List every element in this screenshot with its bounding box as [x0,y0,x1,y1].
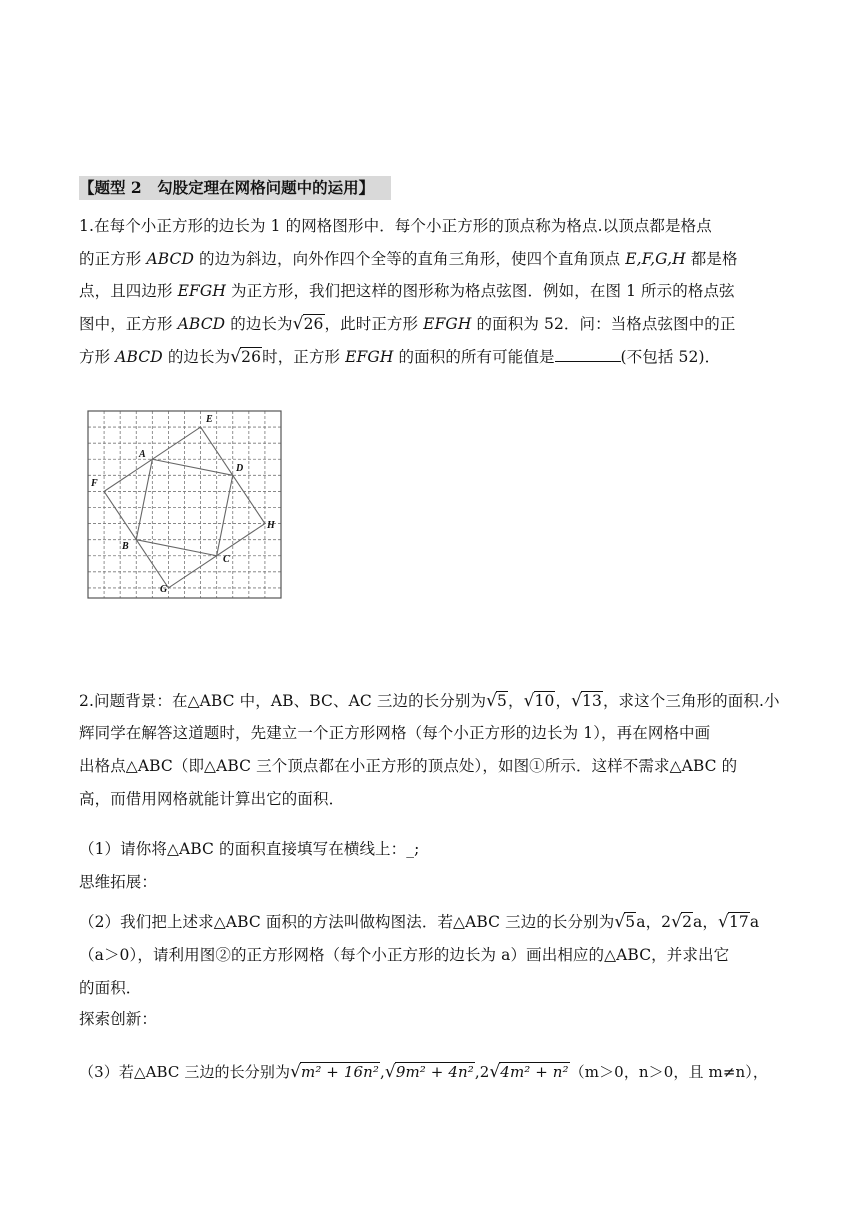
q1-text: (不包括 52)． [620,348,721,366]
section-heading: 【题型 2 勾股定理在网格问题中的运用】 [79,176,391,200]
q1-text: 1.在每个小正方形的边长为 1 的网格图形中．每个小正方形的顶点称为格点.以顶点都是格点 [79,217,712,235]
q1-text: 图中，正方形 [79,315,178,333]
q2-line-4: 高，而借用网格就能计算出它的面积． [79,790,345,808]
q1-text: 点，且四边形 [79,282,178,300]
q1-text: 时，正方形 [262,348,346,366]
sqrt-expression: √5 [614,912,636,932]
sqrt-expression: √4m² + n² [489,1062,569,1082]
q2-line-6: 思维拓展： [79,873,158,891]
q1-math: EFGH [423,315,472,333]
vertex-label-h: H [267,520,275,531]
q1-text: 为正方形，我们把这样的图形称为格点弦图．例如，在图 1 所示的格点弦 [226,282,735,300]
sqrt-expression: √17 [718,912,749,932]
q2-line-1: 2.问题背景：在△ABC 中，AB、BC、AC 三边的长分别为√5，√10，√13，求这个三角形的面积.小 [79,691,780,711]
q1-line-5 [79,345,789,369]
vertex-label-c: C [223,554,230,565]
q2-line-7: （2）我们把上述求△ABC 面积的方法叫做构图法．若△ABC 三边的长分别为√5a，2√2a，√17a [79,912,760,932]
sqrt-expression: √26 [292,314,324,334]
q1-text: 的正方形 [79,250,147,268]
answer-blank[interactable] [555,347,621,362]
q1-math: E,F,G,H [625,250,686,268]
vertex-label-d: D [236,463,244,474]
q1-text: 方形 [79,348,116,366]
q1-text: 的边长为 [225,315,293,333]
sqrt-expression: √26 [230,347,262,367]
vertex-label-b: B [122,541,129,552]
q1-line-4 [79,312,789,336]
q1-text: 的面积为 52．问：当格点弦图中的正 [471,315,736,333]
q2-line-11: （3）若△ABC 三边的长分别为√m² + 16n²,√9m² + 4n²,2√4m² + n²（m＞0，n＞0，且 m≠n）， [79,1062,768,1082]
q1-text: 都是格 [685,250,738,268]
q2-text: ，求这个三角形的面积.小 [602,692,780,710]
q1-math: EFGH [345,348,394,366]
q1-text: 的边长为 [162,348,231,366]
grid-figure [87,410,283,600]
q2-text: 2.问题背景：在△ABC 中，AB、BC、AC 三边的长分别为 [79,692,487,710]
sqrt-expression: √2 [671,912,693,932]
q1-math: ABCD [115,348,163,366]
vertex-label-e: E [206,414,213,425]
vertex-label-f: F [91,478,98,489]
q1-line-2 [79,247,789,271]
sqrt-expression: √9m² + 4n² [384,1062,474,1082]
q1-math: ABCD [177,315,226,333]
vertex-label-g: G [160,584,168,595]
vertex-label-a: A [139,449,146,460]
q1-line-1 [79,214,789,238]
sqrt-expression: √5 [486,691,507,711]
q2-line-5: （1）请你将△ABC 的面积直接填写在横线上：_; [79,840,420,858]
q2-line-8: （a＞0），请利用图②的正方形网格（每个小正方形的边长为 a）画出相应的△ABC，并求出它 [79,946,730,964]
sqrt-expression: √13 [571,691,602,711]
q1-math: ABCD [146,250,194,268]
q1-text: 的面积的所有可能值是 [393,348,555,366]
q1-math: EFGH [177,282,227,300]
q1-text: ，此时正方形 [324,315,424,333]
q2-line-9: 的面积． [79,979,142,997]
q2-line-10: 探索创新： [79,1010,158,1028]
q1-text: 的边为斜边，向外作四个全等的直角三角形，使四个直角顶点 [194,250,626,268]
sqrt-expression: √m² + 16n² [290,1062,380,1082]
sqrt-expression: √10 [523,691,555,711]
q1-line-3 [79,279,789,303]
q2-line-2: 辉同学在解答这道题时，先建立一个正方形网格（每个小正方形的边长为 1），再在网格中画 [79,724,711,742]
q2-line-3: 出格点△ABC（即△ABC 三个顶点都在小正方形的顶点处），如图①所示．这样不需求△ABC 的 [79,757,738,775]
